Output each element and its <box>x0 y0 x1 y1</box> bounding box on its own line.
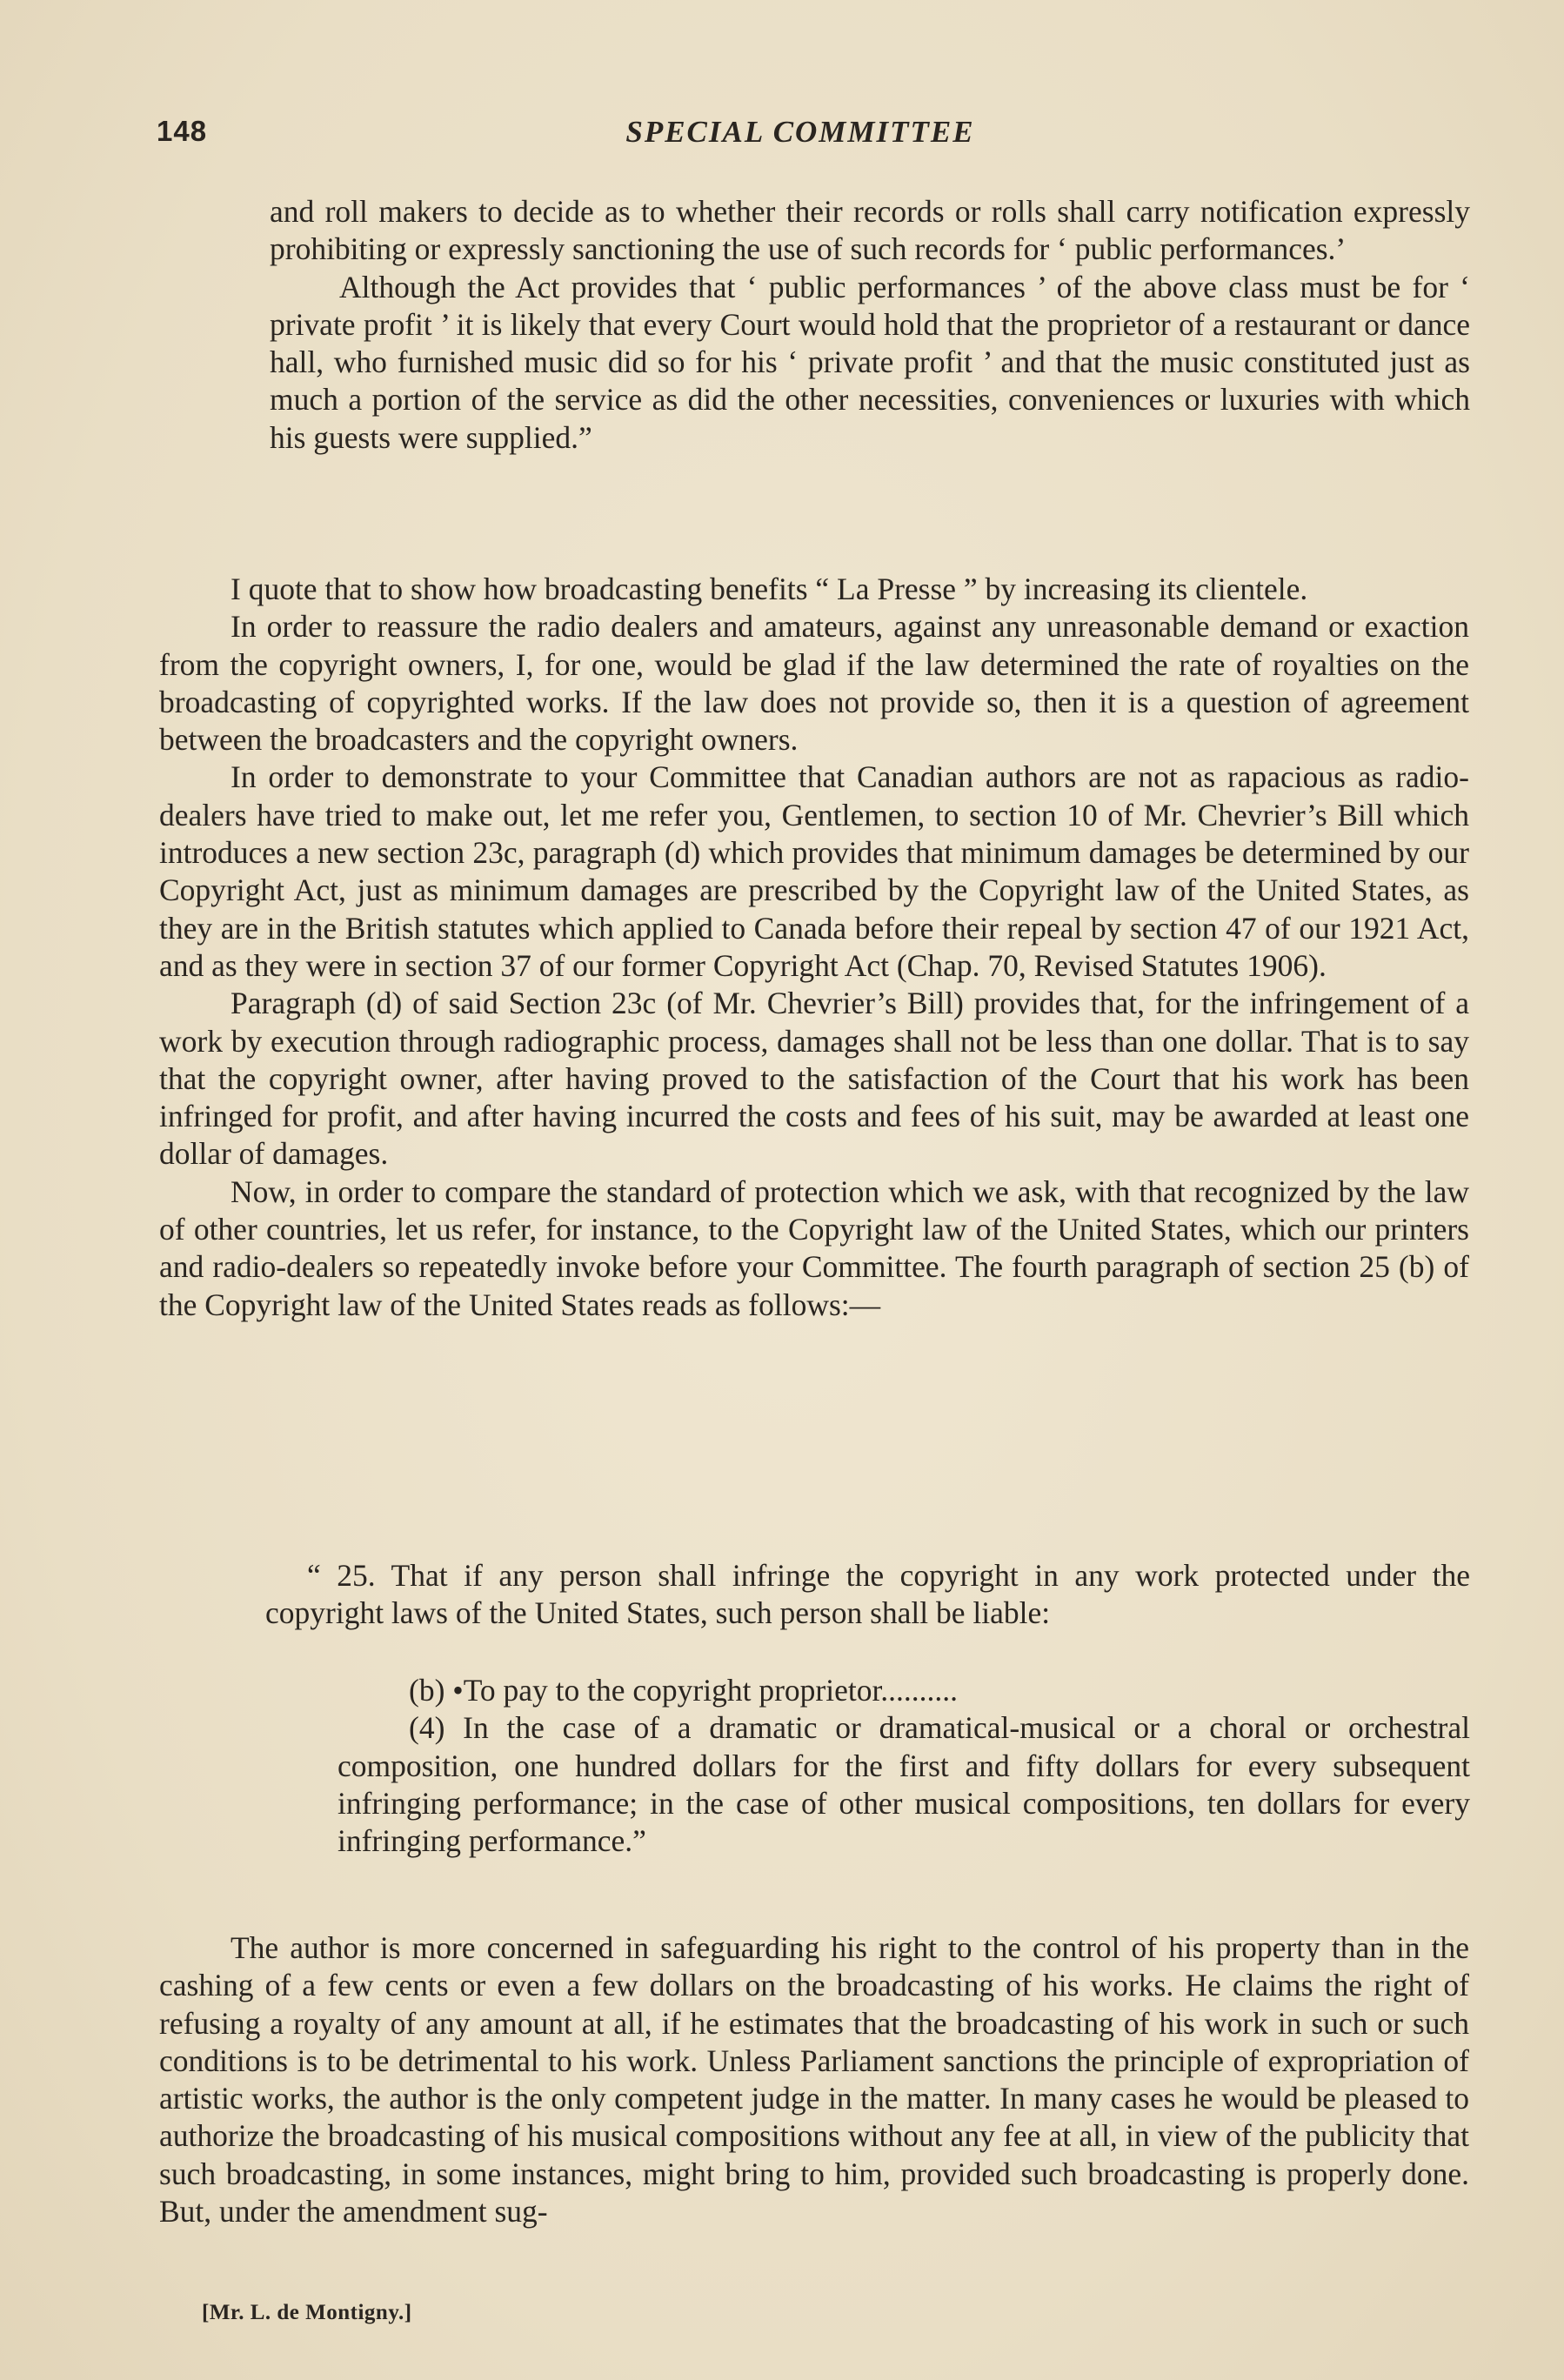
body-paragraph: I quote that to show how broadcasting benefits “ La Presse ” by increasing its clientele. <box>231 572 1308 606</box>
statute-quote <box>265 1557 1470 1633</box>
speaker-footnote: [Mr. L. de Montigny.] <box>202 2301 412 2324</box>
page-number: 148 <box>157 115 208 147</box>
statute-clause-b: (b) •To pay to the copyright proprietor.......... <box>409 1673 959 1708</box>
quote-paragraph: Although the Act provides that ‘ public performances ’ of the above class must be for ‘ private profit ’ it is likely that every Court would hold that the proprietor of a restaurant or dance hall, who furnished music did so for his ‘ private profit ’ and that the music constituted just as much a portion of the service as did the other necessities, conveniences or luxuries with which his guests were supplied.” <box>270 269 1470 455</box>
statute-quote-paragraph: “ 25. That if any person shall infringe the copyright in any work protected under the copyright laws of the United States, such person shall be liable: <box>265 1558 1470 1631</box>
statute-subsection <box>338 1672 1470 1860</box>
body-text-section-2 <box>159 1929 1469 2230</box>
quoted-passage-1 <box>270 193 1470 457</box>
body-paragraph: In order to demonstrate to your Committee that Canadian authors are not as rapacious as radio-dealers have tried to make out, let me refer you, Gentlemen, to section 10 of Mr. Chevrier’s Bill which introduces a new section 23c, paragraph (d) which provides that minimum damages be determined by our Copyright Act, just as minimum damages are prescribed by the Copyright law of the United States, as they are in the British statutes which applied to Canada before their repeal by section 47 of our 1921 Act, and as they were in section 37 of our former Copyright Act (Chap. 70, Revised Statutes 1906). <box>159 759 1469 983</box>
running-head <box>0 115 1564 167</box>
quote-paragraph: and roll makers to decide as to whether their records or rolls shall carry notification expressly prohibiting or expressly sanctioning the use of such records for ‘ public performances.’ <box>270 194 1470 267</box>
body-paragraph: In order to reassure the radio dealers and amateurs, against any unreasonable demand or exaction from the copyright owners, I, for one, would be glad if the law determined the rate of royalties on the broadcasting of copyrighted works. If the law does not provide so, then it is a question of agreement between the broadcasters and the copyright owners. <box>159 609 1469 758</box>
body-paragraph: Paragraph (d) of said Section 23c (of Mr. Chevrier’s Bill) provides that, for the infringement of a work by execution through radiographic process, damages shall not be less than one dollar. That is to say that the copyright owner, after having proved to the satisfaction of the Court that his work has been infringed for profit, and after having incurred the costs and fees of his suit, may be awarded at least one dollar of damages. <box>159 986 1469 1172</box>
body-paragraph: Now, in order to compare the standard of protection which we ask, with that recognized by the law of other countries, let us refer, for instance, to the Copyright law of the United States, which our printers and radio-dealers so repeatedly invoke before your Committee. The fourth paragraph of section 25 (b) of the Copyright law of the United States reads as follows:— <box>159 1173 1469 1322</box>
body-text-section-1 <box>159 571 1469 1324</box>
statute-clause-4: (4) In the case of a dramatic or dramatical-musical or a choral or orchestral composition, one hundred dollars for the first and fifty dollars for every subsequent infringing performance; in the case of other musical compositions, ten dollars for every infringing performance.” <box>338 1710 1470 1859</box>
running-title: SPECIAL COMMITTEE <box>625 115 975 149</box>
body-paragraph: The author is more concerned in safeguarding his right to the control of his property than in the cashing of a few cents or even a few dollars on the broadcasting of his works. He claims the right of refusing a royalty of any amount at all, if he estimates that the broadcasting of his work in such or such conditions is to be detrimental to his work. Unless Parliament sanctions the principle of expropriation of artistic works, the author is the only competent judge in the matter. In many cases he would be pleased to authorize the broadcasting of his musical compositions without any fee at all, in view of the publicity that such broadcasting, in some instances, might bring to him, provided such broadcasting is properly done. But, under the amendment sug- <box>159 1930 1469 2230</box>
